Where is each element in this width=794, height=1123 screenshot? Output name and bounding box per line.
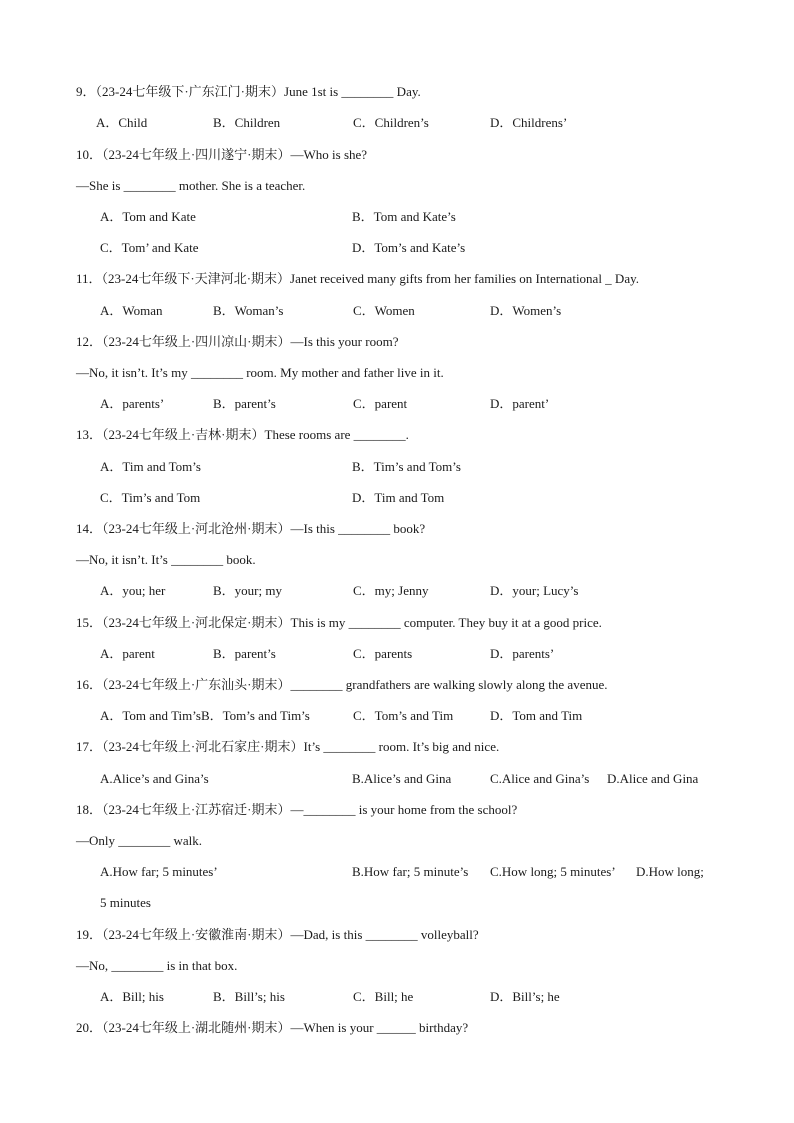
question-source: （23-24七年级上·四川遂宁·期末） <box>102 147 291 162</box>
question-13: 13．（23-24七年级上·吉林·期末）These rooms are ________. <box>76 427 409 442</box>
option-d: D．Women’s <box>490 303 562 318</box>
question-number: 10 <box>76 147 89 162</box>
question-stem: —Is this your room? <box>290 334 399 349</box>
option-c: C．Children’s <box>353 115 429 130</box>
option-b: B．Tom and Kate’s <box>352 209 456 224</box>
option-a: A.How far; 5 minutes’ <box>100 864 218 879</box>
option-b: B．Woman’s <box>213 303 284 318</box>
option-d: D．Tom and Tim <box>490 708 583 723</box>
question-number: 20 <box>76 1020 89 1035</box>
option-a: A．you; her <box>100 583 166 598</box>
question-11: 11．（23-24七年级下·天津河北·期末）Janet received many gifts from her families on International _ Day. <box>76 271 639 286</box>
question-source: （23-24七年级上·湖北随州·期末） <box>102 1020 291 1035</box>
option-d: D．parent’ <box>490 396 550 411</box>
option-a: A．Bill; his <box>100 989 164 1004</box>
question-source: （23-24七年级上·四川凉山·期末） <box>102 334 291 349</box>
option-c: C．Tom’ and Kate <box>100 240 199 255</box>
question-number: 18 <box>76 802 89 817</box>
option-c: C．Bill; he <box>353 989 414 1004</box>
question-stem: June 1st is ________ Day. <box>284 84 421 99</box>
question-15: 15．（23-24七年级上·河北保定·期末）This is my ________ computer. They buy it at a good price. <box>76 615 602 630</box>
question-10: 10．（23-24七年级上·四川遂宁·期末）—Who is she? <box>76 147 368 162</box>
question-stem: —Who is she? <box>290 147 368 162</box>
question-stem: Janet received many gifts from her families on International _ Day. <box>290 271 639 286</box>
question-number: 14 <box>76 521 89 536</box>
question-source: （23-24七年级上·河北石家庄·期末） <box>102 739 304 754</box>
option-d: D．Childrens’ <box>490 115 568 130</box>
question-subline: —No, it isn’t. It’s my ________ room. My mother and father live in it. <box>76 365 444 380</box>
question-16: 16．（23-24七年级上·广东汕头·期末）________ grandfathers are walking slowly along the avenue. <box>76 677 608 692</box>
question-19: 19．（23-24七年级上·安徽淮南·期末）—Dad, is this ________ volleyball? <box>76 927 479 942</box>
option-b: B.Alice’s and Gina <box>352 771 452 786</box>
option-a: A．Woman <box>100 303 163 318</box>
question-20: 20．（23-24七年级上·湖北随州·期末）—When is your ______ birthday? <box>76 1020 469 1035</box>
option-d: D．Tim and Tom <box>352 490 445 505</box>
question-source: （23-24七年级上·河北保定·期末） <box>102 615 291 630</box>
question-number: 16 <box>76 677 89 692</box>
question-number: 17 <box>76 739 89 754</box>
question-source: （23-24七年级上·安徽淮南·期末） <box>102 927 291 942</box>
question-source: （23-24七年级上·江苏宿迁·期末） <box>102 802 291 817</box>
option-a: A．parent <box>100 646 155 661</box>
question-source: （23-24七年级上·广东汕头·期末） <box>102 677 291 692</box>
option-c: C．parents <box>353 646 413 661</box>
question-stem: —Dad, is this ________ volleyball? <box>290 927 479 942</box>
question-number: 15 <box>76 615 89 630</box>
question-stem: —________ is your home from the school? <box>290 802 518 817</box>
option-b: B．Children <box>213 115 281 130</box>
option-a: A．Tim and Tom’s <box>100 459 201 474</box>
option-b: B．parent’s <box>213 646 276 661</box>
question-number: 13 <box>76 427 89 442</box>
option-d: D．your; Lucy’s <box>490 583 579 598</box>
option-c: C．parent <box>353 396 408 411</box>
question-stem: —Is this ________ book? <box>290 521 426 536</box>
option-d: D.How long; <box>636 864 704 879</box>
option-c: C.Alice and Gina’s <box>490 771 590 786</box>
question-source: （23-24七年级上·吉林·期末） <box>102 427 265 442</box>
question-subline: —Only ________ walk. <box>76 833 203 848</box>
option-c: C．my; Jenny <box>353 583 429 598</box>
question-source: （23-24七年级下·天津河北·期末） <box>101 271 291 286</box>
question-17: 17．（23-24七年级上·河北石家庄·期末）It’s ________ room. It’s big and nice. <box>76 739 500 754</box>
question-stem: These rooms are ________. <box>264 427 409 442</box>
question-stem: —When is your ______ birthday? <box>290 1020 469 1035</box>
option-c: C．Tom’s and Tim <box>353 708 454 723</box>
option-d-continued: 5 minutes <box>100 895 151 910</box>
question-subline: —No, it isn’t. It’s ________ book. <box>76 552 256 567</box>
option-a-b: A．Tom and Tim’sB．Tom’s and Tim’s <box>100 708 310 723</box>
question-stem: This is my ________ computer. They buy it at a good price. <box>290 615 602 630</box>
question-14: 14．（23-24七年级上·河北沧州·期末）—Is this ________ book? <box>76 521 426 536</box>
option-d: D．parents’ <box>490 646 555 661</box>
question-12: 12．（23-24七年级上·四川凉山·期末）—Is this your room? <box>76 334 399 349</box>
option-a: A.Alice’s and Gina’s <box>100 771 209 786</box>
question-subline: —She is ________ mother. She is a teacher. <box>76 178 306 193</box>
option-b: B．your; my <box>213 583 282 598</box>
option-b: B．Bill’s; his <box>213 989 285 1004</box>
option-a: A．Tom and Kate <box>100 209 196 224</box>
option-d: D.Alice and Gina <box>607 771 699 786</box>
question-18: 18．（23-24七年级上·江苏宿迁·期末）—________ is your home from the school? <box>76 802 518 817</box>
option-a: A．parents’ <box>100 396 165 411</box>
question-number: 19 <box>76 927 89 942</box>
option-b: B．parent’s <box>213 396 276 411</box>
question-source: （23-24七年级上·河北沧州·期末） <box>102 521 291 536</box>
option-d: D．Tom’s and Kate’s <box>352 240 466 255</box>
option-d: D．Bill’s; he <box>490 989 560 1004</box>
question-stem: ________ grandfathers are walking slowly along the avenue. <box>290 677 608 692</box>
option-b: B.How far; 5 minute’s <box>352 864 469 879</box>
question-source: （23-24七年级下·广东江门·期末） <box>95 84 285 99</box>
option-c: C.How long; 5 minutes’ <box>490 864 616 879</box>
option-b: B．Tim’s and Tom’s <box>352 459 461 474</box>
question-9: 9．（23-24七年级下·广东江门·期末）June 1st is ________ Day. <box>76 84 421 99</box>
question-number: 12 <box>76 334 89 349</box>
option-c: C．Women <box>353 303 415 318</box>
question-subline: —No, ________ is in that box. <box>76 958 238 973</box>
option-c: C．Tim’s and Tom <box>100 490 201 505</box>
question-number: 11 <box>76 271 89 286</box>
question-number: 9 <box>76 84 83 99</box>
option-a: A．Child <box>96 115 148 130</box>
question-stem: It’s ________ room. It’s big and nice. <box>303 739 500 754</box>
